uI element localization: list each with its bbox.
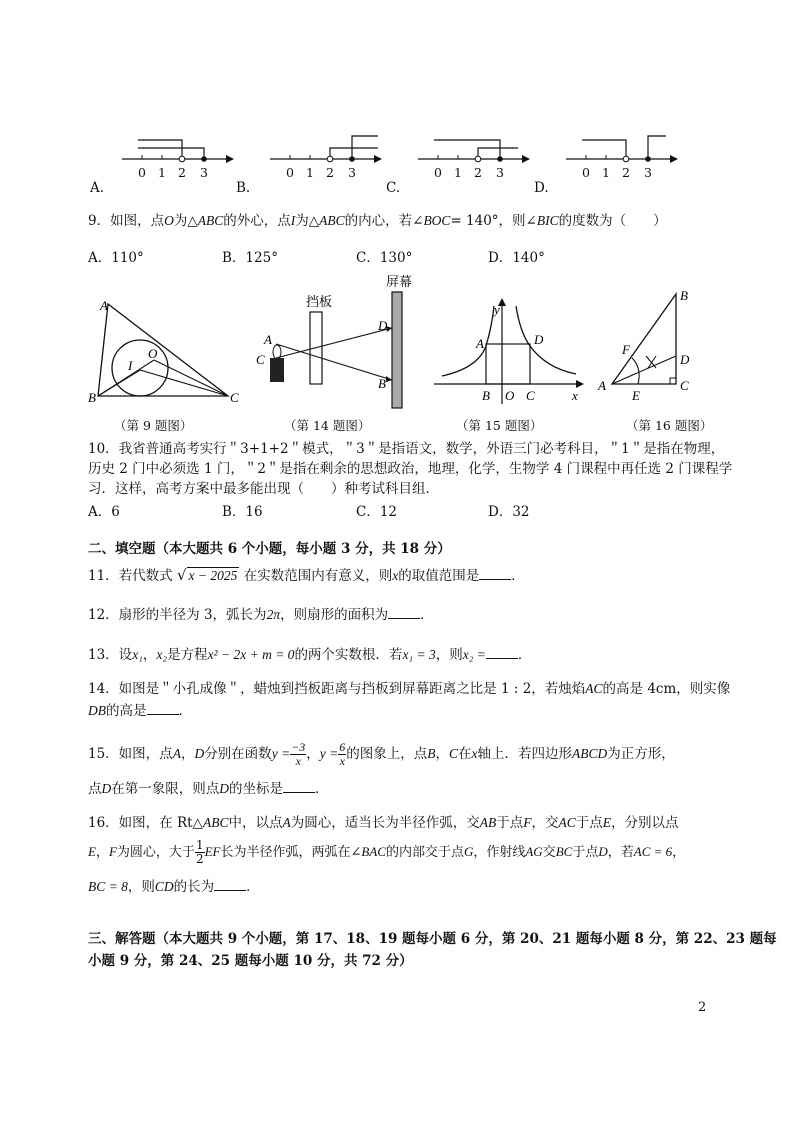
q13-text: ， <box>142 647 157 663</box>
math-var: x₁ <box>132 647 143 662</box>
q9-text: 的内心，若∠ <box>344 213 424 229</box>
tick-label: 0 <box>138 165 146 180</box>
q9-text: 的外心，点 <box>223 213 291 229</box>
q15-text: 15．如图，点 <box>88 746 173 762</box>
q13-text: 是方程 <box>167 647 208 663</box>
q16-text: ，若 <box>607 845 634 860</box>
numberline-b <box>270 136 382 163</box>
numberline-a <box>122 140 234 163</box>
question-14-line1 <box>88 680 730 698</box>
q16-text: 的内部交于点 <box>385 845 464 860</box>
label-E: E <box>632 388 640 403</box>
question-16-line2 <box>88 838 685 868</box>
section-2-title: 二、填空题（本大题共 6 个小题，每小题 3 分，共 18 分） <box>88 541 451 557</box>
math-var: E <box>88 844 96 859</box>
question-16-line1 <box>88 814 678 832</box>
q16-text: 交 <box>542 845 556 860</box>
q16-text: ，则 <box>127 879 155 895</box>
math-var: x <box>392 568 399 583</box>
question-10-line2: 历史 2 门中必须选 1 门，＂2＂是指在剩余的思想政治，地理，化学，生物学 4 门课程中再任选 2 门课程学 <box>88 461 733 477</box>
math-var: CD <box>154 879 174 894</box>
figure-15-caption: （第 15 题图） <box>456 418 543 433</box>
tick-label: 3 <box>348 165 356 180</box>
numberline-d <box>566 136 678 163</box>
section-3-title-line1: 三、解答题（本大题共 9 个小题，第 17、18、19 题每小题 6 分，第 20、21 题每小题 8 分，第 22、23 题每 <box>88 931 777 947</box>
q15-text: 在第一象限，则点 <box>111 781 220 797</box>
math-expr: y = <box>319 746 339 761</box>
option-a[interactable]: A．6 <box>88 504 120 520</box>
option-d[interactable]: D. <box>534 180 549 196</box>
tick-label: 0 <box>582 165 590 180</box>
q16-text: 的长为 <box>173 879 215 895</box>
math-var: ABC <box>319 213 345 228</box>
math-expr: AC = 6 <box>633 844 673 859</box>
q13-text: ，则 <box>435 647 463 663</box>
label-C: C <box>230 390 239 405</box>
math-var: AC <box>558 815 576 830</box>
label-O: O <box>148 346 158 361</box>
answer-blank[interactable] <box>388 606 420 619</box>
label-B: B <box>88 390 96 405</box>
q16-text: ， <box>672 845 686 860</box>
label-A: A <box>476 336 484 351</box>
math-var: D <box>101 781 112 796</box>
q9-text: = 140°，则∠ <box>450 213 537 229</box>
q16-end: ． <box>246 879 260 895</box>
label-C: C <box>680 378 689 393</box>
question-12 <box>88 606 434 624</box>
math-var: BIC <box>536 213 559 228</box>
tick-label: 0 <box>286 165 294 180</box>
question-9 <box>88 212 667 230</box>
question-15-line2 <box>88 780 329 798</box>
q15-text: 的坐标是 <box>229 781 283 797</box>
math-var: AG <box>525 844 543 859</box>
answer-blank[interactable] <box>479 567 511 580</box>
q15-text: 点 <box>88 781 102 797</box>
figure-14-caption: （第 14 题图） <box>284 418 371 433</box>
math-expr: x² − 2x + m = 0 <box>207 647 295 662</box>
math-var: B <box>427 746 436 761</box>
denominator: 2 <box>195 852 204 866</box>
label-D: D <box>534 332 544 347</box>
math-var: BAC <box>361 844 386 859</box>
question-16-line3 <box>88 878 260 896</box>
math-expr: y = <box>271 746 291 761</box>
math-var: AB <box>479 815 497 830</box>
label-x: x <box>572 388 578 403</box>
option-b[interactable]: B. <box>236 180 251 196</box>
tick-label: 2 <box>622 165 630 180</box>
math-var: DB <box>88 703 106 718</box>
math-var: F <box>523 815 532 830</box>
question-11 <box>88 566 525 585</box>
tick-label: 3 <box>644 165 652 180</box>
answer-blank[interactable] <box>147 702 179 715</box>
q12-end: ． <box>420 607 434 623</box>
q14-text: 14．如图是＂小孔成像＂，蜡烛到挡板距离与挡板到屏幕距离之比是 1 : 2，若烛焰 <box>88 681 586 697</box>
label-D: D <box>378 318 388 333</box>
q9-text: 为△ <box>295 213 320 229</box>
q9-text: 的度数为（ ） <box>558 213 667 229</box>
q16-text: ，分别以点 <box>610 815 679 831</box>
option-b[interactable]: B．125° <box>222 250 278 266</box>
q11-text: 11．若代数式 <box>88 568 173 584</box>
label-D: D <box>680 352 690 367</box>
figure-16 <box>596 284 706 410</box>
option-a[interactable]: A. <box>90 180 105 196</box>
tick-label: 3 <box>200 165 208 180</box>
q15-text: ， <box>435 746 450 762</box>
figure-15 <box>430 296 586 408</box>
label-A: A <box>100 298 108 313</box>
q16-text: 于点 <box>572 845 599 860</box>
q14-end: ． <box>178 703 192 719</box>
math-var: AC <box>585 681 603 696</box>
option-c[interactable]: C. <box>386 180 401 196</box>
math-expr: BC = 8 <box>88 879 128 894</box>
question-15-line1 <box>88 740 675 770</box>
option-b[interactable]: B．16 <box>222 504 263 520</box>
page-number: 2 <box>698 1000 707 1015</box>
option-d[interactable]: D．32 <box>488 504 530 520</box>
board-label: 挡板 <box>306 294 333 309</box>
math-var: F <box>108 844 117 859</box>
label-F: F <box>622 342 630 357</box>
question-14-line2 <box>88 702 192 720</box>
q16-text: 为圆心，适当长为半径作弧，交 <box>290 815 480 831</box>
math-var: O <box>164 213 174 228</box>
radicand: x − 2025 <box>188 568 238 583</box>
math-expr: x₂ = <box>462 647 486 662</box>
math-var: A <box>282 815 291 830</box>
math-var: ABC <box>197 213 224 228</box>
question-10-line3: 习．这样，高考方案中最多能出现（ ）种考试科目组． <box>88 481 439 497</box>
tick-label: 1 <box>158 165 166 180</box>
q15-text: 分别在函数 <box>204 746 272 762</box>
math-var: x <box>471 746 478 761</box>
q16-text: ， <box>95 845 109 860</box>
q16-text: 为圆心，大于 <box>116 845 195 860</box>
label-y: y <box>494 302 500 317</box>
q15-text: ， <box>306 746 320 762</box>
math-var: BOC <box>423 213 451 228</box>
numerator: −3 <box>291 740 306 754</box>
math-var: A <box>172 746 181 761</box>
q16-text: ，作射线 <box>473 845 526 860</box>
label-C: C <box>256 352 265 367</box>
denominator: x <box>295 754 301 768</box>
tick-label: 2 <box>326 165 334 180</box>
math-expr: x₁ = 3 <box>402 647 436 662</box>
q13-end: ． <box>517 647 532 663</box>
math-var: C <box>449 746 459 761</box>
fraction <box>195 839 205 866</box>
figure-9-caption: （第 9 题图） <box>114 418 193 433</box>
label-B: B <box>378 376 386 391</box>
q16-text: 于点 <box>496 815 524 831</box>
answer-blank[interactable] <box>214 878 246 891</box>
math-var: x₂ <box>156 647 168 662</box>
q11-text: 在实数范围内有意义，则 <box>243 568 393 584</box>
label-A: A <box>598 378 606 393</box>
q15-text: ， <box>180 746 195 762</box>
label-A: A <box>264 332 272 347</box>
screen-label: 屏幕 <box>386 274 413 289</box>
label-I: I <box>128 358 133 373</box>
answer-blank[interactable] <box>486 646 518 659</box>
q16-text: 16．如图，在 Rt△ <box>88 815 203 831</box>
label-B: B <box>680 288 688 303</box>
q16-text: 于点 <box>575 815 603 831</box>
q11-end: ． <box>511 568 525 584</box>
math-var: ABC <box>202 815 229 830</box>
label-O: O <box>505 388 515 403</box>
figure-16-caption: （第 16 题图） <box>626 418 713 433</box>
numerator: 6 <box>339 740 346 754</box>
label-B: B <box>482 388 490 403</box>
option-d[interactable]: D．140° <box>488 250 545 266</box>
option-c[interactable]: C．12 <box>356 504 398 520</box>
q14-text: 的高是 <box>106 703 147 719</box>
q16-text: 中，以点 <box>228 815 283 831</box>
tick-label: 1 <box>602 165 610 180</box>
answer-blank[interactable] <box>283 780 315 793</box>
q15-text: 轴上．若四边形 <box>477 746 573 762</box>
q12-text: 12．扇形的半径为 3，弧长为 <box>88 607 267 623</box>
question-10-line1: 10．我省普通高考实行＂3+1+2＂模式，＂3＂是指语文，数学，外语三门必考科目，＂1＂是指在物理， <box>88 441 725 457</box>
tick-label: 2 <box>474 165 482 180</box>
tick-label: 2 <box>178 165 186 180</box>
q12-text: ，则扇形的面积为 <box>280 607 389 623</box>
q13-text: 13．设 <box>88 647 133 663</box>
section-3-title-line2: 小题 9 分，第 24、25 题每小题 10 分，共 72 分） <box>88 953 413 969</box>
q15-text: 在 <box>458 746 472 762</box>
math-var: ABCD <box>572 746 608 761</box>
math-var: EF <box>204 844 221 859</box>
option-c[interactable]: C．130° <box>356 250 413 266</box>
math-var: D <box>219 781 229 796</box>
q15-end: ． <box>315 781 329 797</box>
label-C: C <box>526 388 535 403</box>
tick-label: 3 <box>496 165 504 180</box>
tick-label: 1 <box>306 165 314 180</box>
math-var: E <box>602 815 611 830</box>
q15-text: 的图象上，点 <box>346 746 428 762</box>
q13-text: 的两个实数根．若 <box>294 647 403 663</box>
option-a[interactable]: A．110° <box>88 250 144 266</box>
fraction <box>290 741 306 768</box>
question-13 <box>88 646 531 664</box>
math-var: D <box>598 844 608 859</box>
q16-text: 长为半径作弧，两弧在∠ <box>220 845 362 860</box>
q15-text: 为正方形， <box>607 746 675 762</box>
math-var: BC <box>555 844 573 859</box>
math-var: G <box>463 844 474 859</box>
q16-text: ，交 <box>531 815 559 831</box>
denominator: x <box>339 754 345 768</box>
numerator: 1 <box>195 838 204 852</box>
sqrt-expression: √ x − 2025 <box>176 566 238 584</box>
q11-text: 的取值范围是 <box>398 568 480 584</box>
q9-text: 为△ <box>173 213 198 229</box>
math-expr: 2π <box>266 607 281 622</box>
tick-label: 1 <box>454 165 462 180</box>
tick-label: 0 <box>434 165 442 180</box>
figure-9 <box>84 290 244 410</box>
math-var: I <box>290 213 296 228</box>
math-var: D <box>194 746 205 761</box>
q9-text: 9．如图，点 <box>88 213 165 229</box>
q14-text: 的高是 4cm，则实像 <box>602 681 731 697</box>
numberline-c <box>418 140 530 163</box>
figure-14 <box>252 272 422 412</box>
